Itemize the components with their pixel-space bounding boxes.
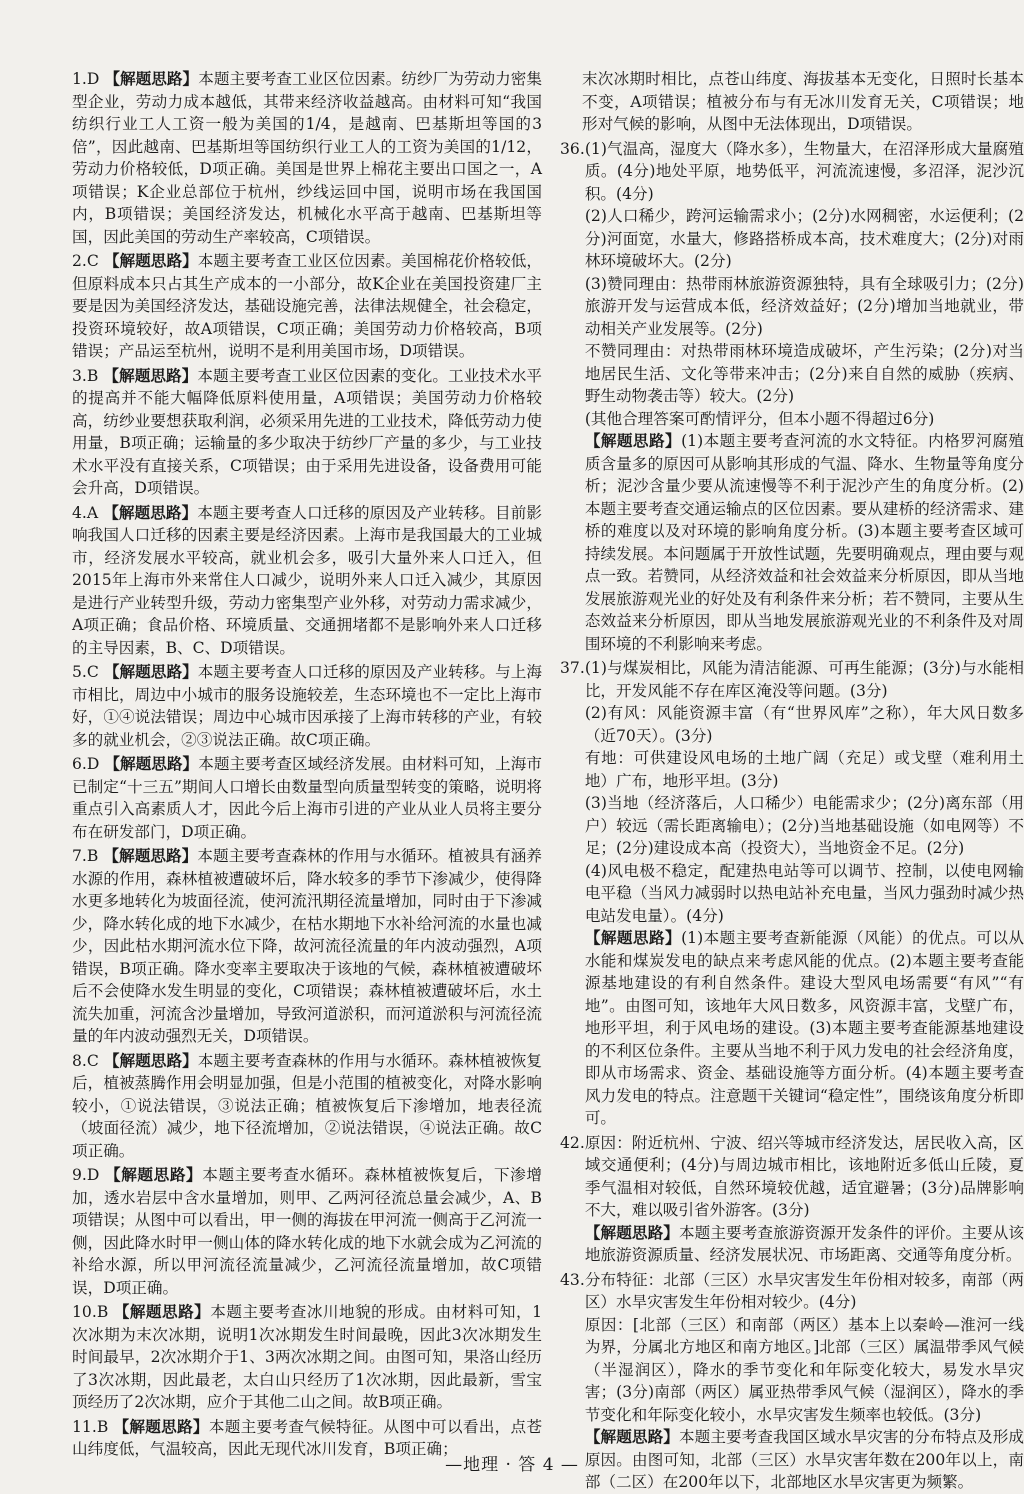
answer-text: 本题主要考查水循环。森林植被恢复后，下渗增加，透水岩层中含水量增加，则甲、乙两河径流总量会减少，A、B项错误；从图中可以看出，甲一侧的海拔在甲河流一侧高于乙河流一侧，因此降水时甲一侧山体的降水转化成的地下水就会成为乙河流的补给水源，所以甲河流径流量减少，乙河流径流量增加，故C项错误，D项正确。 — [72, 1166, 542, 1297]
q-number: 7. — [72, 847, 87, 865]
answer-text: 本题主要考查冰川地貌的形成。由材料可知，1次冰期为末次冰期，说明1次冰期发生时间最晚，因此3次冰期发生时间最早，2次冰期介于1、3两次冰期之间。由图可知，果洛山经历了3次冰期，因此最老，太白山只经历了1次冰期，因此最新，雪宝顶经历了2次冰期，应介于其他二山之间。故B项正确。 — [72, 1303, 542, 1411]
answer-37 — [560, 657, 1024, 1130]
answer-part: (4)风电极不稳定，配建热电站等可以调节、控制，以使电网输电平稳（当风力减弱时以热电站补充电量，当风力强劲时减少热电站发电量）。(4分) — [584, 861, 1024, 925]
answer-text: 本题主要考查森林的作用与水循环。森林植被恢复后，植被蒸腾作用会明显加强，但是小范围的植被变化，对降水影响较小，①说法错误，③说法正确；植被恢复后下渗增加，地表径流（坡面径流）减少，地下径流增加，②说法错误，④说法正确。故C项正确。 — [72, 1051, 542, 1160]
hint-tag: 【解题思路】 — [103, 251, 198, 270]
q-answer: B — [96, 1417, 109, 1436]
q-answer: C — [86, 663, 99, 681]
hint-tag: 【解题思路】 — [103, 1050, 198, 1070]
q-number: 10. — [72, 1303, 97, 1321]
q-number: 8. — [72, 1051, 87, 1070]
answer-text: 本题主要考查森林的作用与水循环。植被具有涵养水源的作用，森林植被遭破坏后，降水较多的季节下渗减少，使得降水更多地转化为坡面径流，使河流汛期径流量增加，同时由于下渗减少，降水转化成的地下水减少，在枯水期地下水补给河流的水量也减少，因此枯水期河流水位下降，故河流径流量的年内波动强烈，A项错误，B项正确。降水变率主要取决于该地的气候，森林植被遭破坏后不会使降水发生明显的变化，C项错误；森林植被遭破坏后，水土流失加重，河流含沙量增加，导致河道淤积，而河道淤积与河流径流量的年内波动强烈无关，D项错误。 — [72, 847, 542, 1045]
hint-tag: 【解题思路】 — [103, 502, 198, 522]
answer-8 — [72, 1050, 542, 1163]
answer-4 — [72, 502, 542, 660]
hint-tag: 【解题思路】 — [104, 69, 199, 88]
scoring-note: (其他合理答案可酌情评分，但本小题不得超过6分) — [584, 409, 935, 428]
q-number: 43. — [560, 1270, 585, 1289]
answer-part: (3)赞同理由：热带雨林旅游资源独特，具有全球吸引力；(2分)旅游开发与运营成本低，经济效益好；(2分)增加当地就业，带动相关产业发展等。(2分) — [584, 274, 1024, 338]
answer-text: 本题主要考查工业区位因素的变化。工业技术水平的提高并不能大幅降低原料使用量，A项错误；美国劳动力价格较高，纺纱业要想获取利润，必须采用先进的工业技术，降低劳动力使用量，B项正确；运输量的多少取决于纺纱厂产量的多少，与工业技术水平没有直接关系，C项错误；由于采用先进设备，设备费用可能会升高，D项错误。 — [72, 366, 542, 497]
q-answer: B — [86, 847, 99, 865]
hint-tag: 【解题思路】 — [584, 928, 682, 947]
hint-text: 本题主要考查我国区域水旱灾害的分布特点及形成原因。由图可知，北部（三区）水旱灾害年数在200年以上，南部（二区）在200年以下，北部地区水旱灾害更为频繁。 — [584, 1428, 1024, 1491]
q-number: 42. — [560, 1133, 585, 1152]
answer-part: 分布特征：北部（三区）水旱灾害发生年份相对较多，南部（两区）水旱灾害发生年份相对较少。(4分) — [584, 1270, 1024, 1311]
answer-42 — [560, 1132, 1024, 1267]
answer-text: 本题主要考查区域经济发展。由材料可知，上海市已制定“十三五”期间人口增长由数量型向质量型转变的策略，说明将重点引入高素质人才，因此今后上海市引进的产业从业人员将主要分布在研发部门，D项正确。 — [72, 755, 542, 841]
right-column — [560, 68, 1024, 1494]
q-answer: D — [86, 70, 100, 88]
answer-2 — [72, 250, 542, 363]
q-number: 9. — [72, 1166, 87, 1184]
q-number: 1. — [72, 70, 87, 88]
answer-3 — [72, 365, 542, 500]
answer-6 — [72, 753, 542, 843]
answer-text: 本题主要考查工业区位因素。纺纱厂为劳动力密集型企业，劳动力成本越低，其带来经济收益越高。由材料可知“我国纺织行业工人工资一般为美国的1/4，是越南、巴基斯坦等国的3倍”，因此越南、巴基斯坦等国纺织行业工人的工资为美国的1/12，劳动力价格较低，D项正确。美国是世界上棉花主要出口国之一，A项错误；K企业总部位于杭州，纱线运回中国，说明市场在我国国内，B项错误；美国经济发达，机械化水平高于越南、巴基斯坦等国，因此美国的劳动生产率较高，C项错误。 — [72, 70, 542, 246]
answer-text: 本题主要考查人口迁移的原因及产业转移。目前影响我国人口迁移的因素主要是经济因素。上海市是我国最大的工业城市，经济发展水平较高，就业机会多，吸引大量外来人口迁入，但2015年上海市外来常住人口减少，说明外来人口迁入减少，其原因是进行产业转型升级，劳动力密集型产业外移，对劳动力需求减少，A项正确；食品价格、环境质量、交通拥堵都不是影响外来人口迁移的主导因素，B、C、D项错误。 — [72, 503, 542, 657]
q-answer: B — [96, 1303, 109, 1321]
hint-tag: 【解题思路】 — [113, 1302, 211, 1321]
answer-part: 有地：可供建设风电场的土地广阔（充足）或戈壁（难利用土地）广布，地形平坦。(3分) — [584, 749, 1024, 790]
q-number: 5. — [72, 663, 87, 681]
hint-tag: 【解题思路】 — [113, 1416, 209, 1436]
hint-tag: 【解题思路】 — [103, 846, 198, 865]
answer-part: 原因：[北部（三区）和南部（两区）基本上以秦岭—淮河一线为界，分属北方地区和南方地区。]北部（三区）属温带季风气候（半湿润区），降水的季节变化和年际变化较大，易发水旱灾害；(3分)南部（两区）属亚热带季风气候（湿润区），降水的季节变化和年际变化较小，水旱灾害发生频率也较低。(3分) — [584, 1315, 1024, 1424]
answer-11-continued — [582, 68, 1024, 136]
hint-tag: 【解题思路】 — [104, 754, 199, 773]
hint-text: (1)本题主要考查河流的水文特征。内格罗河腐殖质含量多的原因可从影响其形成的气温、降水、生物量等角度分析；泥沙含量少要从流速慢等不利于泥沙产生的角度分析。(2)本题主要考查交通运输点的区位因素。要从建桥的经济需求、建桥的难度以及对环境的影响角度分析。(3)本题主要考查区域可持续发展。本问题属于开放性试题，先要明确观点，理由要与观点一致。若赞同，从经济效益和社会效益来分析原因，即从当地发展旅游观光业的好处及有利条件来分析；若不赞同，主要从生态效益来分析原因，即从当地发展旅游观光业的不利条件及对周围环境的不利影响来考虑。 — [584, 432, 1024, 653]
q-number: 4. — [72, 503, 87, 522]
hint-text: (1)本题主要考查新能源（风能）的优点。可以从水能和煤炭发电的缺点来考虑风能的优点。(2)本题主要考查能源基地建设的有利自然条件。建设大型风电场需要“有风”“有地”。由图可知，该地年大风日数多，风资源丰富，戈壁广布，地形平坦，利于风电场的建设。(3)本题主要考查能源基地建设的不利区位条件。主要从当地不利于风力发电的社会经济角度，即从市场需求、资金、基础设施等方面分析。(4)本题主要考查风力发电的特点。注意题干关键词“稳定性”，围绕该角度分析即可。 — [584, 929, 1024, 1127]
q-number: 6. — [72, 755, 87, 773]
answer-part: 原因：附近杭州、宁波、绍兴等城市经济发达，居民收入高，区域交通便利；(4分)与周边城市相比，该地附近多低山丘陵，夏季气温相对较低，自然环境较优越，适宜避暑；(3分)品牌影响不大，难以吸引省外游客。(3分) — [584, 1133, 1024, 1219]
answer-9 — [72, 1164, 542, 1299]
answer-part: (1)气温高，湿度大（降水多），生物量大，在沼泽形成大量腐殖质。(4分)地处平原，地势低平，河流流速慢，多沼泽，泥沙沉积。(4分) — [584, 139, 1024, 203]
answer-text: 本题主要考查气候特征。从图中可以看出，点苍山纬度低，气温较高，因此无现代冰川发育，B项正确； — [72, 1417, 542, 1458]
hint-tag: 【解题思路】 — [584, 1222, 679, 1242]
q-number: 3. — [72, 366, 87, 385]
answer-text: 本题主要考查人口迁移的原因及产业转移。与上海市相比，周边中小城市的服务设施较差，生态环境也不一定比上海市好，①④说法错误；周边中心城市因承接了上海市转移的产业，有较多的就业机会，②③说法正确。故C项正确。 — [72, 663, 542, 749]
q-number: 11. — [72, 1417, 97, 1436]
q-number: 2. — [72, 252, 87, 270]
answer-part: 不赞同理由：对热带雨林环境造成破坏，产生污染；(2分)对当地居民生活、文化等带来冲击；(2分)来自自然的威胁（疾病、野生动物袭击等）较大。(2分) — [584, 342, 1024, 405]
answer-part: (2)有风：风能资源丰富（有“世界风库”之称），年大风日数多（近70天）。(3分) — [584, 704, 1024, 745]
hint-tag: 【解题思路】 — [103, 365, 198, 385]
q-answer: B — [86, 366, 99, 385]
answer-10 — [72, 1301, 542, 1414]
left-column — [72, 68, 542, 1461]
answer-part: (1)与煤炭相比，风能为清洁能源、可再生能源；(3分)与水能相比，开发风能不存在库区淹没等问题。(3分) — [584, 659, 1024, 700]
q-number: 36. — [560, 139, 585, 158]
answer-part: (2)人口稀少，跨河运输需求小；(2分)水网稠密，水运便利；(2分)河面宽，水量大，修路搭桥成本高，技术难度大；(2分)对雨林环境破坏大。(2分) — [584, 207, 1024, 270]
answer-36 — [560, 138, 1024, 656]
answer-7 — [72, 845, 542, 1048]
page-footer: —地理 · 答 4 — — [445, 1455, 579, 1475]
hint-tag: 【解题思路】 — [103, 662, 198, 681]
continued-text: 末次冰期时相比，点苍山纬度、海拔基本无变化，日照时长基本不变，A项错误；植被分布与有无冰川发育无关，C项错误；地形对气候的影响，从图中无法体现出，D项错误。 — [582, 70, 1024, 133]
q-answer: C — [86, 252, 99, 270]
answer-1 — [72, 68, 542, 248]
q-answer: D — [86, 755, 100, 773]
q-answer: D — [86, 1166, 100, 1184]
hint-tag: 【解题思路】 — [584, 431, 682, 450]
q-answer: A — [86, 503, 99, 522]
q-number: 37. — [560, 659, 585, 677]
q-answer: C — [86, 1051, 99, 1070]
answer-part: (3)当地（经济落后，人口稀少）电能需求少；(2分)离东部（用户）较远（需长距离输电）；(2分)当地基础设施（如电网等）不足；(2分)建设成本高（投资大），当地资金不足。(2分) — [584, 794, 1024, 857]
answer-5 — [72, 661, 542, 751]
hint-tag: 【解题思路】 — [584, 1427, 679, 1446]
hint-text: 本题主要考查旅游资源开发条件的评价。主要从该地旅游资源质量、经济发展状况、市场距离、交通等角度分析。 — [584, 1223, 1024, 1264]
answer-text: 本题主要考查工业区位因素。美国棉花价格较低，但原料成本只占其生产成本的一小部分，故K企业在美国投资建厂主要是因为美国经济发达，基础设施完善，法律法规健全，社会稳定，投资环境较好，故A项错误，C项正确；美国劳动力价格较高，B项错误；产品运至杭州，说明不是利用美国市场，D项错误。 — [72, 252, 542, 360]
hint-tag: 【解题思路】 — [104, 1165, 203, 1184]
